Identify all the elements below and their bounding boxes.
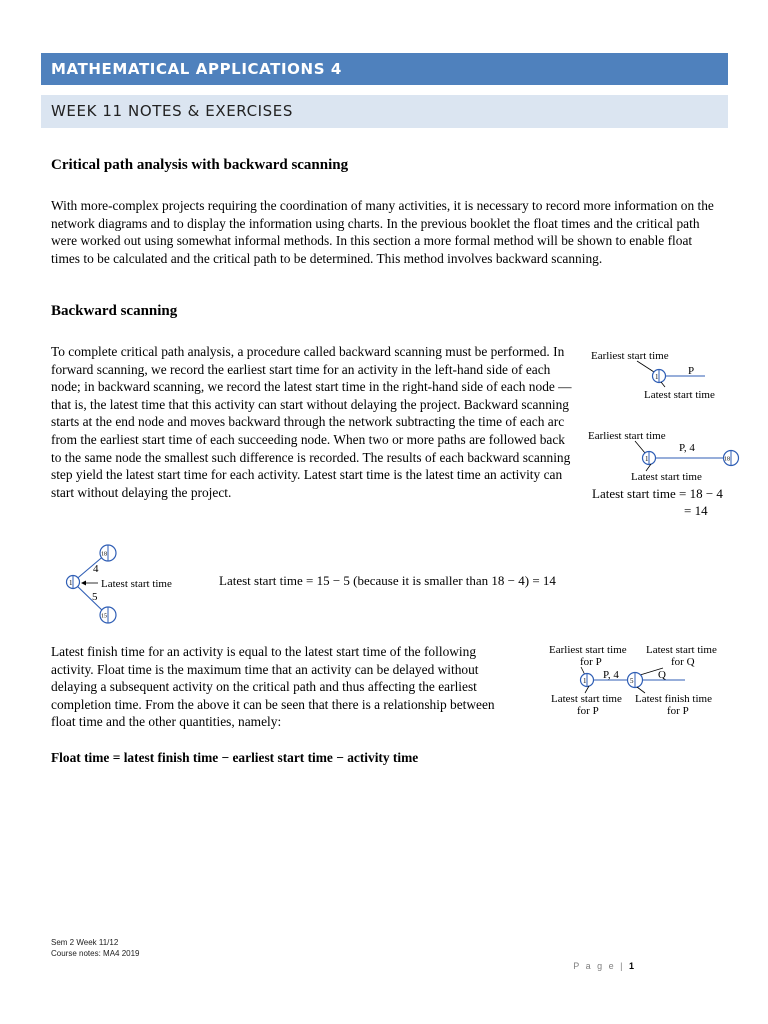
figure-earliest-start — [585, 345, 725, 405]
section-heading-critical-path: Critical path analysis with backward scanning — [51, 157, 349, 173]
page-number-value: 1 — [628, 961, 634, 971]
fig1-arc-label: P — [688, 365, 695, 377]
fig2-node-end-value: 18 — [724, 456, 730, 463]
fig2-arc-label: P, 4 — [679, 442, 695, 454]
fig3-pointer-arrowhead — [81, 581, 86, 586]
fig3-upper-arc-label: 4 — [93, 563, 99, 575]
fig1-pointer-top — [637, 361, 654, 372]
fig2-bottom-label: Latest start time — [631, 471, 702, 483]
figure-float-quantities — [545, 641, 730, 721]
footer-course-notes: Course notes: MA4 2019 — [51, 949, 140, 958]
fig2-node-start-value: 1 — [645, 455, 649, 463]
fig4-br-line1: Latest finish time — [635, 693, 712, 705]
fig2-equation-line1: Latest start time = 18 − 4 — [592, 486, 723, 501]
course-title-banner — [41, 53, 728, 85]
fig4-tr-line2: for Q — [671, 656, 695, 668]
float-time-formula: Float time = latest finish time − earliest start time − activity time — [51, 750, 419, 765]
course-title: MATHEMATICAL APPLICATIONS 4 — [51, 60, 342, 78]
week-title: WEEK 11 NOTES & EXERCISES — [51, 102, 293, 120]
fig1-pointer-bottom — [661, 382, 665, 387]
fig2-top-label: Earliest start time — [588, 430, 666, 442]
fig3-node-bottom-value: 15 — [101, 613, 107, 620]
fig1-top-label: Earliest start time — [591, 350, 669, 362]
fig4-tr-line1: Latest start time — [646, 644, 717, 656]
footer-semester: Sem 2 Week 11/12 — [51, 938, 119, 947]
fig4-tl-line1: Earliest start time — [549, 644, 627, 656]
figure-two-paths — [62, 542, 202, 626]
fig4-arc-q-label: Q — [658, 669, 666, 681]
section-heading-backward-scanning: Backward scanning — [51, 303, 178, 319]
fig2-equation-line2: = 14 — [684, 503, 708, 518]
fig4-node-start-value: 1 — [583, 677, 587, 685]
fig4-br-line2: for P — [667, 705, 689, 717]
fig4-node-mid-value: 5 — [630, 677, 634, 685]
fig3-equation: Latest start time = 15 − 5 (because it is smaller than 18 − 4) = 14 — [219, 573, 556, 588]
page-label: P a g e | — [573, 961, 625, 971]
backward-scanning-paragraph: To complete critical path analysis, a procedure called backward scanning must be performed. In forward scanning, we record the earliest start time for an activity in the left-hand side of each node; in backward scanning, we record the latest start time in the right-hand side of each node — that is, the latest time that this activity can start without delaying the project. Backward scanning starts at the end node and moves backward through the network subtracting the time of each arc from the earliest start time of each succeeding node. When two or more paths are followed back to the same node the smallest such difference is recorded. The results of each backward scanning step yield the latest start time for each activity. Latest start time is the latest time an activity can start without delaying the project. — [51, 344, 572, 500]
fig1-node-value: 1 — [655, 373, 659, 381]
week-title-banner — [41, 95, 728, 128]
intro-paragraph: With more-complex projects requiring the coordination of many activities, it is necessary to record more information on the network diagrams and to display the information using charts. In the previous booklet the float times and the critical path were worked out using somewhat informal methods. In this section a more formal method will be shown to enable float times to be calculated and the critical path to be determined. This method involves backward scanning. — [51, 198, 714, 266]
fig4-bl-line2: for P — [577, 705, 599, 717]
page-number — [573, 961, 634, 971]
fig3-lower-arc-label: 5 — [92, 591, 98, 603]
fig4-arc-p-label: P, 4 — [603, 669, 619, 681]
figure-latest-start-example — [585, 425, 745, 520]
latest-finish-paragraph: Latest finish time for an activity is equal to the latest start time of the following activity. Float time is the maximum time that an activity can be delayed without delaying a subsequent activity on the critical path and thus affecting the earliest completion time. From the above it can be seen that there is a relationship between float time and the other quantities, namely: — [51, 644, 495, 730]
fig4-bl-line1: Latest start time — [551, 693, 622, 705]
fig3-node-start-value: 1 — [69, 579, 73, 587]
fig3-node-top-value: 18 — [101, 551, 107, 558]
fig4-tl-line2: for P — [580, 656, 602, 668]
fig1-bottom-label: Latest start time — [644, 389, 715, 401]
fig3-label: Latest start time — [101, 578, 172, 590]
